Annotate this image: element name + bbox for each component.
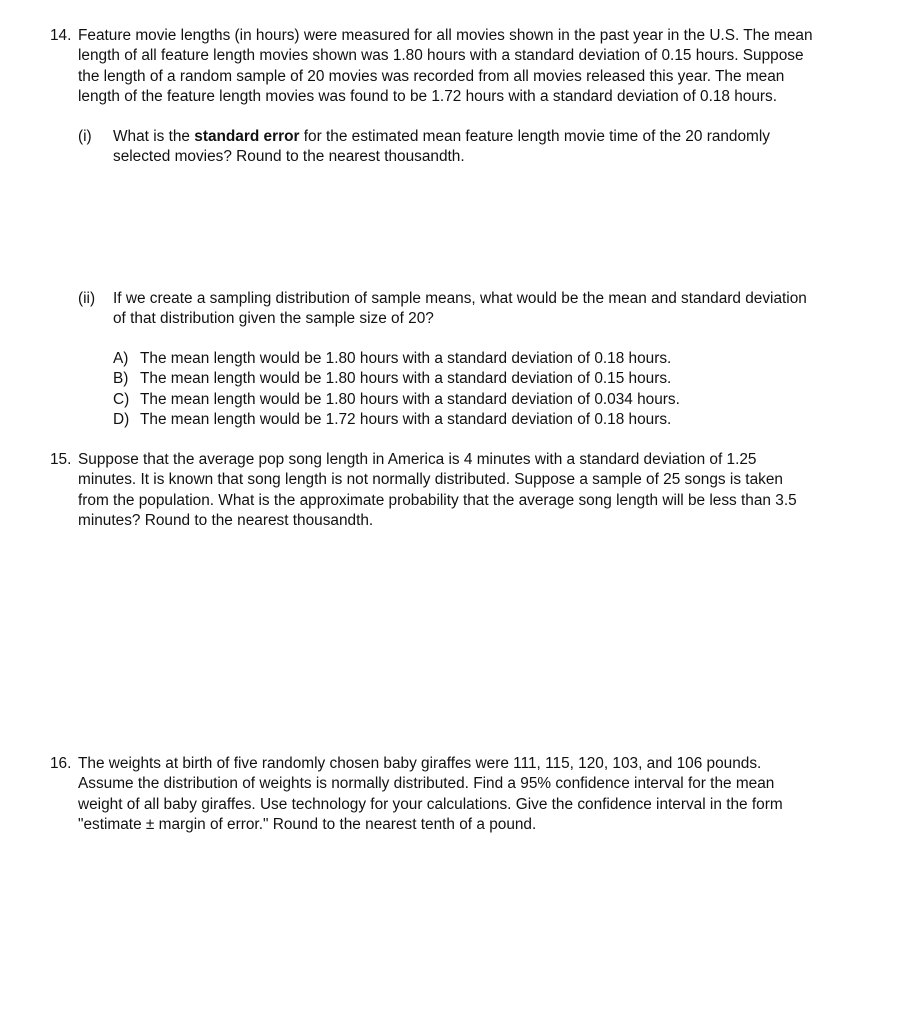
option-text: The mean length would be 1.80 hours with a standard deviation of 0.034 hours.: [140, 390, 680, 408]
option-text: The mean length would be 1.72 hours with a standard deviation of 0.18 hours.: [140, 410, 672, 428]
option-letter: C): [113, 390, 130, 408]
question-text-line: minutes? Round to the nearest thousandth.: [78, 511, 374, 529]
part-text-line: If we create a sampling distribution of sample means, what would be the mean and standard deviation: [113, 290, 807, 307]
question-text-line: weight of all baby giraffes. Use technology for your calculations. Give the confidence interval in the form: [78, 795, 783, 813]
question-text-line: length of all feature length movies shown was 1.80 hours with a standard deviation of 0.15 hours. Suppose: [78, 47, 804, 65]
question-14-part-i: [78, 127, 888, 168]
option-d: [113, 410, 813, 430]
part-text-line: of that distribution given the sample size of 20?: [113, 310, 434, 328]
question-text-line: minutes. It is known that song length is not normally distributed. Suppose a sample of 25 songs is taken: [78, 471, 783, 489]
option-text: The mean length would be 1.80 hours with a standard deviation of 0.18 hours.: [140, 350, 672, 367]
part-text-line: selected movies? Round to the nearest thousandth.: [113, 148, 465, 166]
question-text-line: The weights at birth of five randomly chosen baby giraffes were 111, 115, 120, 103, and 106 pounds.: [78, 755, 762, 772]
question-number: 14.: [50, 27, 72, 44]
question-number: 15.: [50, 451, 72, 468]
option-letter: A): [113, 350, 129, 367]
part-label: (i): [78, 128, 92, 145]
question-text-line: "estimate ± margin of error." Round to the nearest tenth of a pound.: [78, 815, 537, 833]
question-14-part-ii: [78, 289, 888, 330]
question-text-line: Assume the distribution of weights is normally distributed. Find a 95% confidence interval for the mean: [78, 775, 775, 793]
option-letter: D): [113, 410, 130, 428]
option-letter: B): [113, 370, 129, 388]
option-a: [113, 349, 813, 369]
question-text-line: Feature movie lengths (in hours) were measured for all movies shown in the past year in the U.S. The mean: [78, 27, 813, 44]
standard-error-term: standard error: [194, 128, 300, 145]
part-label: (ii): [78, 290, 96, 307]
answer-options: [113, 349, 813, 430]
question-15: [50, 450, 882, 531]
question-text-line: Suppose that the average pop song length in America is 4 minutes with a standard deviation of 1.25: [78, 451, 757, 468]
question-text-line: the length of a random sample of 20 movies was recorded from all movies released this year. The mean: [78, 67, 785, 85]
question-14: [50, 26, 882, 107]
option-text: The mean length would be 1.80 hours with a standard deviation of 0.15 hours.: [140, 370, 672, 388]
part-text-line: What is the standard error for the estimated mean feature length movie time of the 20 randomly: [113, 128, 770, 145]
option-c: [113, 390, 813, 410]
option-b: [113, 369, 813, 389]
question-text-line: length of the feature length movies was found to be 1.72 hours with a standard deviation of 0.18 hours.: [78, 87, 778, 105]
question-16: [50, 754, 882, 835]
question-text-line: from the population. What is the approximate probability that the average song length will be less than 3.5: [78, 491, 797, 509]
question-number: 16.: [50, 755, 72, 772]
